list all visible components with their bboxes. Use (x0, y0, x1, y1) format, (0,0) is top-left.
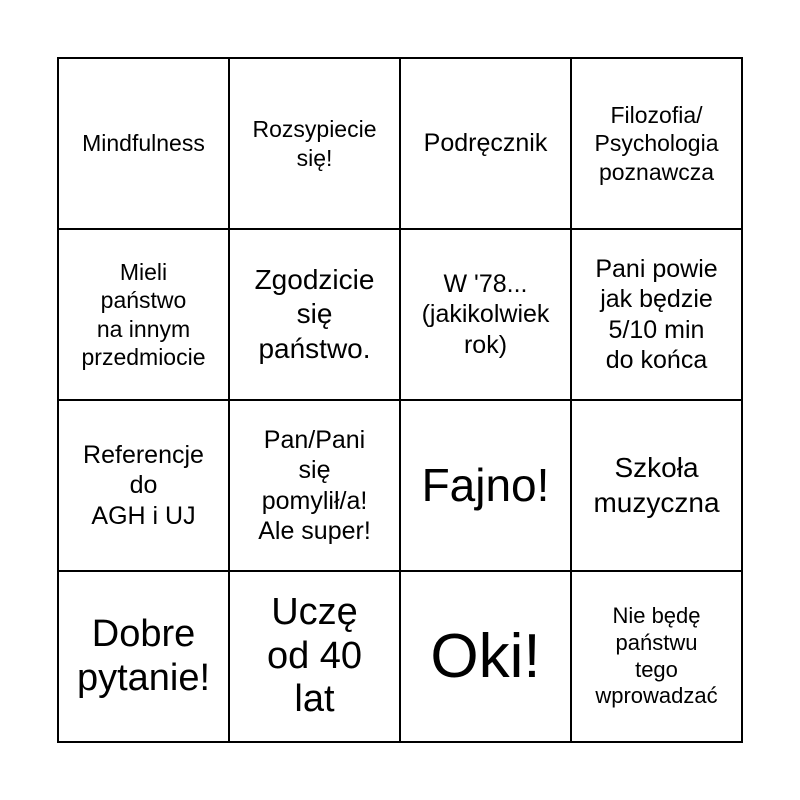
cell-text: Mindfulness (82, 130, 205, 157)
bingo-cell[interactable] (571, 571, 742, 742)
cell-text: Referencje do AGH i UJ (83, 440, 204, 530)
cell-text: Pani powie jak będzie 5/10 min do końca (595, 254, 718, 374)
cell-text: Mieli państwo na innym przedmiocie (81, 259, 206, 370)
bingo-cell[interactable] (58, 58, 229, 229)
bingo-cell[interactable] (58, 229, 229, 400)
bingo-cell[interactable] (571, 58, 742, 229)
bingo-cell[interactable] (229, 400, 400, 571)
cell-text: Filozofia/ Psychologia poznawcza (594, 102, 719, 185)
cell-text: Oki! (430, 621, 541, 691)
bingo-cell[interactable] (58, 571, 229, 742)
cell-text: Szkoła muzyczna (593, 452, 720, 518)
cell-text: Dobre pytanie! (76, 612, 211, 699)
bingo-cell[interactable] (400, 58, 571, 229)
bingo-cell[interactable] (400, 571, 571, 742)
cell-text: Fajno! (421, 459, 550, 512)
bingo-cell[interactable] (58, 400, 229, 571)
cell-text: Podręcznik (423, 129, 548, 158)
cell-text: Pan/Pani się pomylił/a! Ale super! (258, 425, 371, 545)
bingo-cell[interactable] (229, 229, 400, 400)
cell-text: Zgodzicie się państwo. (254, 264, 375, 364)
bingo-cell[interactable] (400, 229, 571, 400)
bingo-cell[interactable] (400, 400, 571, 571)
cell-text: Uczę od 40 lat (266, 590, 363, 721)
bingo-cell[interactable] (229, 571, 400, 742)
bingo-board (57, 57, 743, 743)
cell-text: Rozsypiecie się! (252, 116, 377, 171)
bingo-cell[interactable] (571, 229, 742, 400)
bingo-cell[interactable] (571, 400, 742, 571)
cell-text: Nie będę państwu tego wprowadzać (595, 602, 718, 709)
bingo-cell[interactable] (229, 58, 400, 229)
cell-text: W '78... (jakikolwiek rok) (421, 269, 550, 359)
